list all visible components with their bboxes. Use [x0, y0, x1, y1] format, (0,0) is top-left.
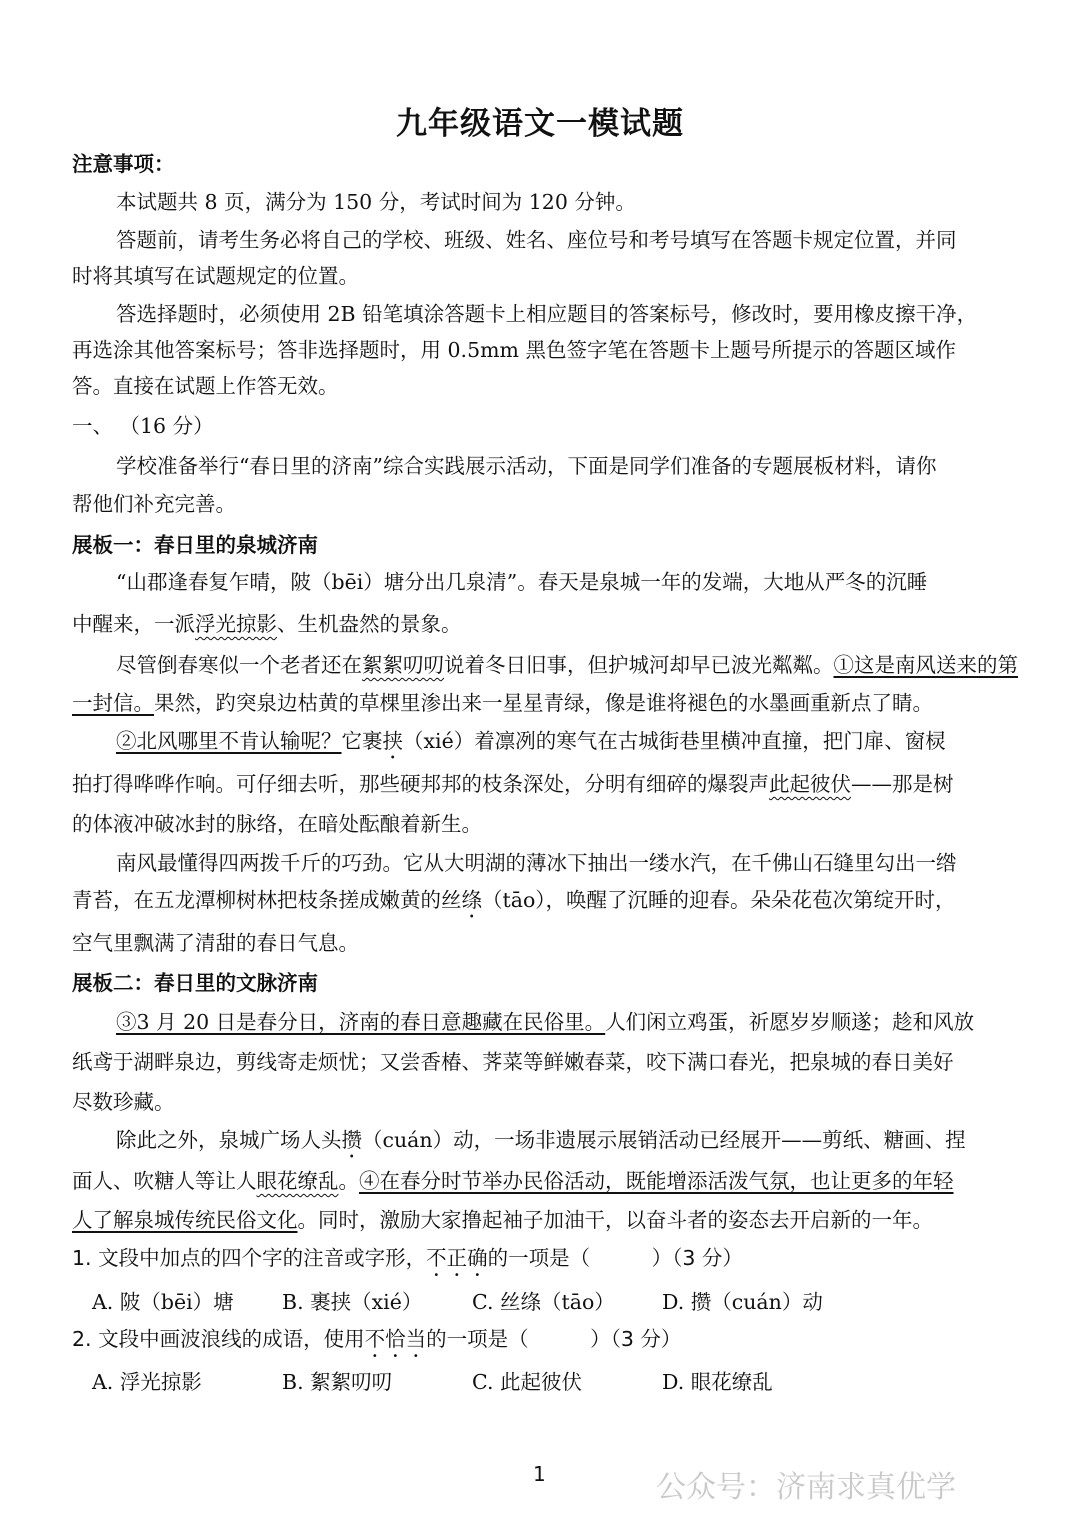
- question-2: 2. 文段中画波浪线的成语，使用不恰当的一项是（ ）（3 分）: [72, 1327, 682, 1351]
- passage-line: 面人、吹糖人等让人眼花缭乱。④在春分时节举办民俗活动，既能增添活泼气氛，也让更多的年轻: [72, 1169, 954, 1193]
- passage-line: 中醒来，一派浮光掠影、生机盎然的景象。: [72, 612, 462, 636]
- q2-option-c: C. 此起彼伏: [472, 1370, 582, 1394]
- passage-line: 拍打得哗哗作响。可仔细去听，那些硬邦邦的枝条深处，分明有细碎的爆裂声此起彼伏——那是树: [72, 772, 954, 796]
- passage-line: 尽数珍藏。: [72, 1090, 175, 1114]
- q2-option-a: A. 浮光掠影: [92, 1370, 202, 1394]
- passage-line: 的体液冲破冰封的脉络，在暗处酝酿着新生。: [72, 812, 482, 836]
- q2-option-d: D. 眼花缭乱: [662, 1370, 773, 1394]
- page-number: 1: [533, 1462, 546, 1486]
- notes-line: 答选择题时，必须使用 2B 铅笔填涂答题卡上相应题目的答案标号，修改时，要用橡皮擦干净，: [116, 302, 978, 326]
- section-intro: 帮他们补充完善。: [72, 492, 236, 516]
- wavy-idiom: 此起彼伏: [769, 772, 851, 796]
- underlined-sentence: ①这是南风送来的第: [833, 653, 1018, 677]
- q2-option-b: B. 絮絮叨叨: [282, 1370, 393, 1394]
- underlined-sentence: ②北风哪里不肯认输呢？: [116, 729, 342, 753]
- passage-line: 人了解泉城传统民俗文化。同时，激励大家撸起袖子加油干，以奋斗者的姿态去开启新的一年。: [72, 1208, 933, 1232]
- underlined-sentence: 一封信。: [72, 691, 154, 715]
- question-1: 1. 文段中加点的四个字的注音或字形，不正确的一项是（ ）（3 分）: [72, 1246, 743, 1270]
- notes-line: 答。直接在试题上作答无效。: [72, 374, 339, 398]
- emphasis-text: 不正确: [426, 1246, 488, 1270]
- notes-line: 本试题共 8 页，满分为 150 分，考试时间为 120 分钟。: [116, 190, 636, 214]
- passage-line: “山郡逢春复乍晴，陂（bēi）塘分出几泉清”。春天是泉城一年的发端，大地从严冬的沉睡: [116, 570, 928, 594]
- notes-heading: 注意事项：: [72, 152, 175, 176]
- notes-line: 答题前，请考生务必将自己的学校、班级、姓名、座位号和考号填写在答题卡规定位置，并同: [116, 228, 957, 252]
- section-intro: 学校准备举行“春日里的济南”综合实践展示活动，下面是同学们准备的专题展板材料，请你: [116, 454, 937, 478]
- q1-option-a: A. 陂（bēi）塘: [92, 1290, 234, 1314]
- passage-line: 除此之外，泉城广场人头攒（cuán）动，一场非遗展示展销活动已经展开——剪纸、糖画、捏: [116, 1128, 966, 1152]
- underlined-sentence: ③3 月 20 日是春分日，济南的春日意趣藏在民俗里。: [116, 1010, 606, 1034]
- underlined-sentence: 人了解泉城传统民俗文化: [72, 1208, 298, 1232]
- section-heading: 一、 （16 分）: [72, 414, 214, 438]
- passage-line: ③3 月 20 日是春分日，济南的春日意趣藏在民俗里。人们闲立鸡蛋，祈愿岁岁顺遂；趁和风放: [116, 1010, 975, 1034]
- wavy-idiom: 眼花缭乱: [256, 1169, 339, 1193]
- wavy-idiom: 浮光掠影: [195, 612, 277, 636]
- exam-title: 九年级语文一模试题: [396, 106, 684, 142]
- dotted-char: 攒: [341, 1128, 362, 1152]
- passage-line: 青苔，在五龙潭柳树林把枝条搓成嫩黄的丝绦（tāo），唤醒了沉睡的迎春。朵朵花苞次第绽开时，: [72, 888, 956, 912]
- q1-option-b: B. 裹挟（xié）: [282, 1290, 423, 1314]
- watermark: 公众号：济南求真优学: [656, 1470, 956, 1505]
- notes-line: 再选涂其他答案标号；答非选择题时，用 0.5mm 黑色签字笔在答题卡上题号所提示的答题区域作: [72, 338, 957, 362]
- notes-line: 时将其填写在试题规定的位置。: [72, 264, 359, 288]
- board2-heading: 展板二：春日里的文脉济南: [72, 971, 318, 995]
- passage-line: ②北风哪里不肯认输呢？它裹挟（xié）着凛冽的寒气在古城街巷里横冲直撞，把门扉、窗棂: [116, 729, 946, 753]
- board1-heading: 展板一：春日里的泉城济南: [72, 533, 318, 557]
- underlined-sentence: ④在春分时节举办民俗活动，既能增添活泼气氛，也让更多的年轻: [359, 1169, 954, 1193]
- passage-line: 尽管倒春寒似一个老者还在絮絮叨叨说着冬日旧事，但护城河却早已波光粼粼。①这是南风送来的第: [116, 653, 1018, 677]
- dotted-char: 绦: [461, 888, 482, 912]
- q1-option-c: C. 丝绦（tāo）: [472, 1290, 615, 1314]
- q1-option-d: D. 攒（cuán）动: [662, 1290, 823, 1314]
- passage-line: 南风最懂得四两拨千斤的巧劲。它从大明湖的薄冰下抽出一缕水汽，在千佛山石缝里勾出一绺: [116, 851, 957, 875]
- passage-line: 纸鸢于湖畔泉边，剪线寄走烦忧；又尝香椿、荠菜等鲜嫩春菜，咬下满口春光，把泉城的春日美好: [72, 1050, 954, 1074]
- passage-line: 一封信。果然，趵突泉边枯黄的草棵里渗出来一星星青绿，像是谁将褪色的水墨画重新点了睛。: [72, 691, 933, 715]
- dotted-char: 挟: [382, 729, 403, 753]
- emphasis-text: 不恰当: [364, 1327, 427, 1351]
- wavy-idiom: 絮絮叨叨: [362, 653, 444, 677]
- passage-line: 空气里飘满了清甜的春日气息。: [72, 931, 359, 955]
